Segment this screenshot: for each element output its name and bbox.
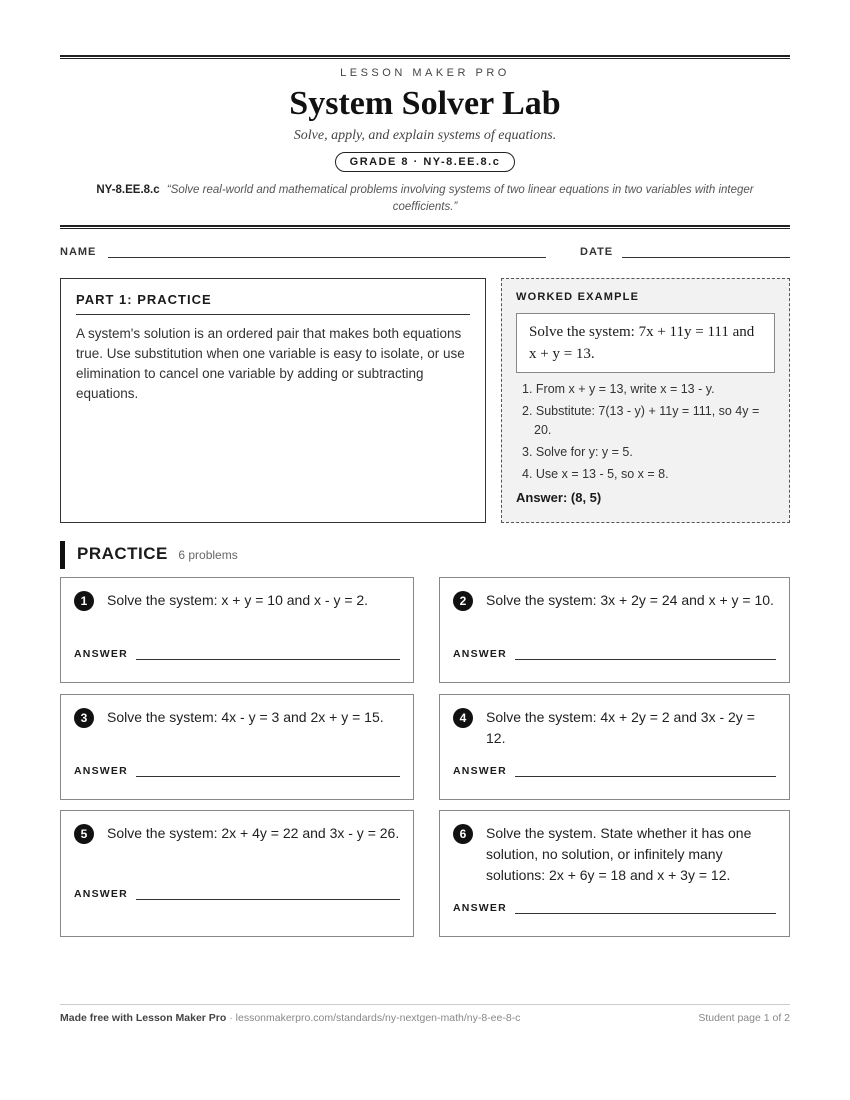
part1-panel: [60, 278, 486, 523]
problem-number: 6: [453, 824, 473, 844]
answer-label: ANSWER: [74, 648, 128, 660]
problem-card-4: [439, 694, 790, 800]
answer-line[interactable]: [136, 899, 400, 900]
answer-row: [74, 888, 400, 902]
problem-card-2: [439, 577, 790, 683]
name-label: NAME: [60, 246, 97, 258]
grade-badge: GRADE 8 · NY-8.EE.8.c: [335, 152, 516, 172]
answer-label: ANSWER: [453, 902, 507, 914]
problem-number: 4: [453, 708, 473, 728]
header-rule-bottom: [60, 225, 790, 229]
answer-line[interactable]: [515, 913, 776, 914]
worked-step: 2. Substitute: 7(13 - y) + 11y = 111, so 4y = 20.: [522, 404, 760, 437]
worked-example-steps: [516, 380, 775, 484]
answer-row: [453, 902, 776, 916]
problem-number: 5: [74, 824, 94, 844]
problem-text: Solve the system: x + y = 10 and x - y = 2.: [107, 592, 369, 608]
standard-text: “Solve real-world and mathematical problems involving systems of two linear equations in two variables with integer coefficients.”: [166, 184, 754, 213]
answer-label: ANSWER: [74, 765, 128, 777]
part1-heading: PART 1: PRACTICE: [76, 292, 470, 315]
answer-label: ANSWER: [453, 648, 507, 660]
footer-made-with: Made free with Lesson Maker Pro: [60, 1012, 227, 1024]
practice-count: 6 problems: [178, 548, 238, 562]
answer-label: ANSWER: [74, 888, 128, 900]
standard-statement: [70, 182, 780, 216]
footer-rule: [60, 1004, 790, 1005]
worked-example-panel: [501, 278, 790, 523]
answer-line[interactable]: [515, 776, 776, 777]
problem-card-3: [60, 694, 414, 800]
worked-example-answer: Answer: (8, 5): [516, 490, 602, 505]
answer-row: [74, 765, 400, 779]
problem-number: 2: [453, 591, 473, 611]
answer-line[interactable]: [136, 776, 400, 777]
name-line[interactable]: [108, 257, 546, 258]
standard-code: NY-8.EE.8.c: [96, 184, 160, 196]
footer-page-number: Student page 1 of 2: [698, 1012, 790, 1024]
problem-card-6: [439, 810, 790, 937]
page-title: System Solver Lab: [289, 85, 561, 122]
footer: [60, 1012, 790, 1024]
worked-step: 3. Solve for y: y = 5.: [522, 445, 633, 459]
answer-row: [74, 648, 400, 662]
answer-row: [453, 648, 776, 662]
problem-number: 1: [74, 591, 94, 611]
worked-step: 1. From x + y = 13, write x = 13 - y.: [522, 382, 715, 396]
date-line[interactable]: [622, 257, 790, 258]
answer-line[interactable]: [136, 659, 400, 660]
problem-card-5: [60, 810, 414, 937]
header-rule-top: [60, 55, 790, 59]
worked-example-problem: Solve the system: 7x + 11y = 111 and x + y = 13.: [516, 313, 775, 373]
footer-url[interactable]: · lessonmakerpro.com/standards/ny-nextgen-math/ny-8-ee-8-c: [226, 1012, 521, 1024]
worked-example-heading: WORKED EXAMPLE: [516, 291, 640, 303]
practice-section-heading: [60, 541, 238, 569]
date-label: DATE: [580, 246, 614, 258]
answer-label: ANSWER: [453, 765, 507, 777]
worksheet-page: [60, 0, 790, 1100]
answer-row: [453, 765, 776, 779]
page-subtitle: Solve, apply, and explain systems of equations.: [293, 128, 557, 143]
brand-name: LESSON MAKER PRO: [340, 67, 510, 79]
problem-text: Solve the system: 3x + 2y = 24 and x + y = 10.: [486, 592, 774, 608]
problem-text: Solve the system. State whether it has one solution, no solution, or infinitely many solutions: 2x + 6y = 18 and x + 3y = 12.: [486, 825, 752, 883]
practice-title: PRACTICE: [77, 544, 168, 563]
problem-text: Solve the system: 4x + 2y = 2 and 3x - 2y = 12.: [486, 709, 755, 746]
answer-line[interactable]: [515, 659, 776, 660]
grade-badge-wrap: [60, 152, 790, 172]
problem-number: 3: [74, 708, 94, 728]
problem-card-1: [60, 577, 414, 683]
worked-step: 4. Use x = 13 - 5, so x = 8.: [522, 467, 669, 481]
problem-text: Solve the system: 4x - y = 3 and 2x + y = 15.: [107, 709, 384, 725]
problem-text: Solve the system: 2x + 4y = 22 and 3x - y = 26.: [107, 825, 400, 841]
name-date-row: [60, 246, 790, 260]
part1-body: A system's solution is an ordered pair that makes both equations true. Use substitution when one variable is easy to isolate, or use elimination to cancel one variable by adding or subtracting equations.: [76, 326, 465, 401]
